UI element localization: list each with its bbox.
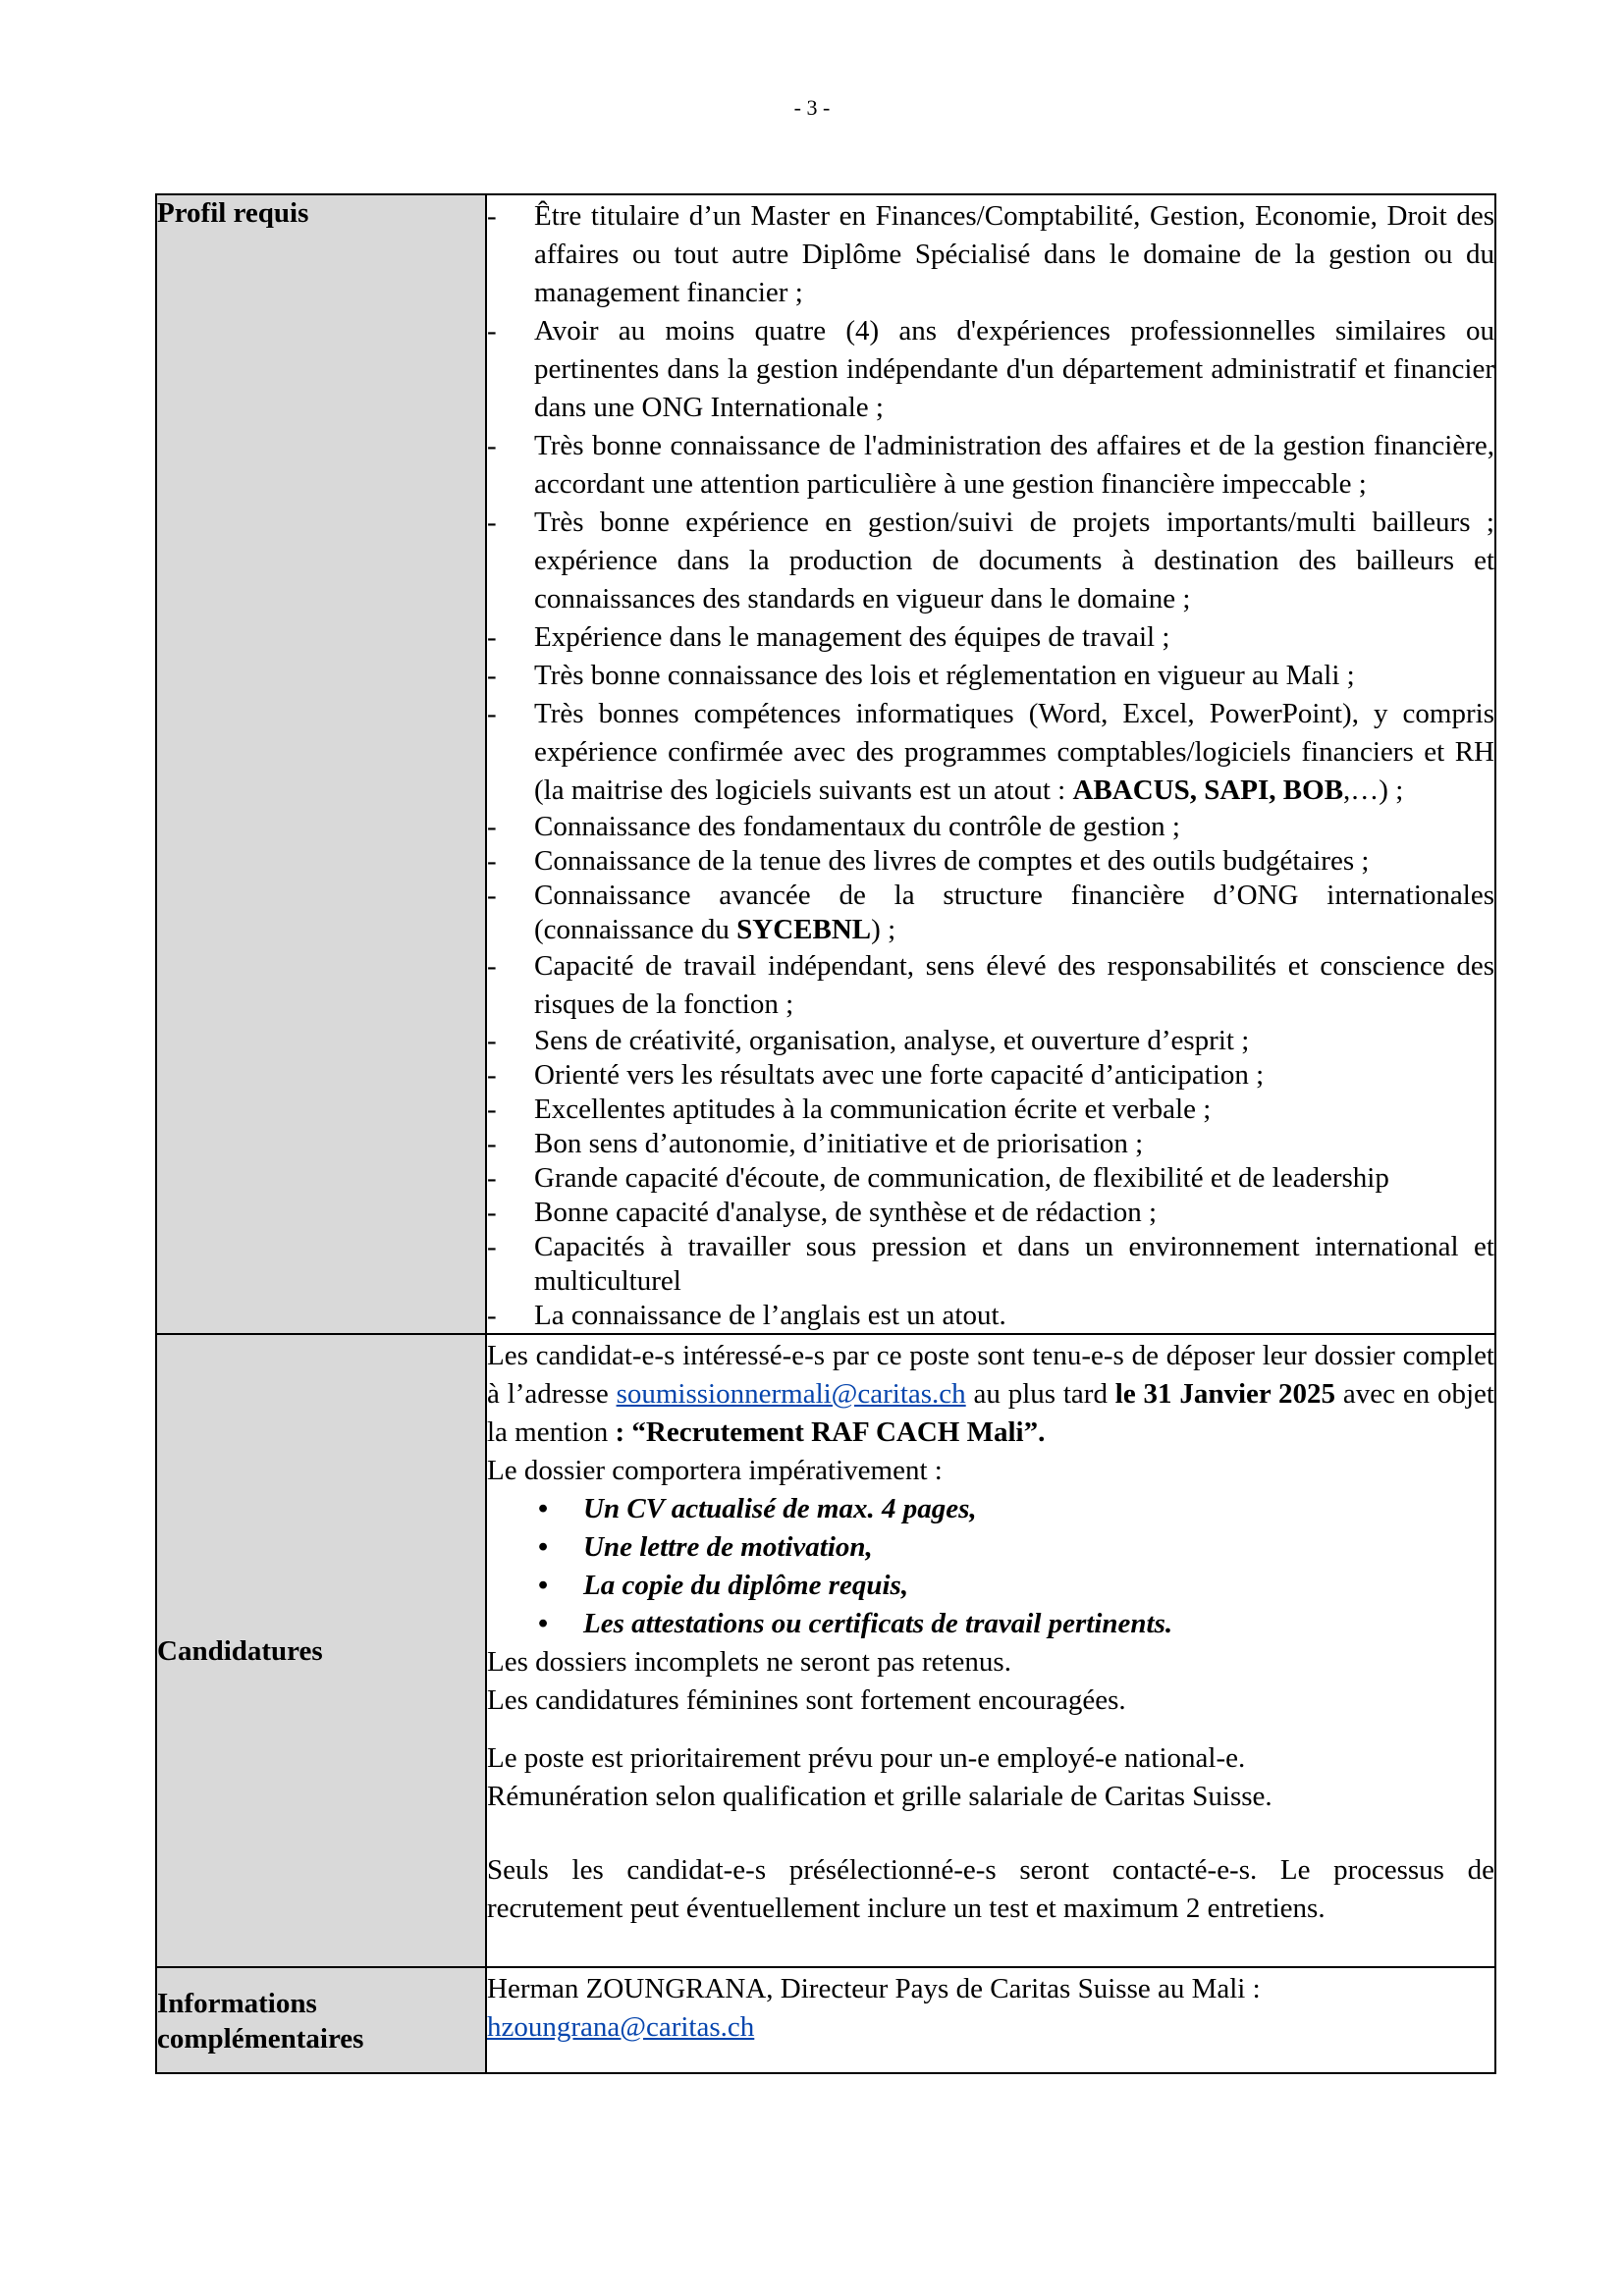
info-label: Informations complémentaires bbox=[156, 1967, 486, 2073]
profile-requirement-item bbox=[487, 197, 1494, 312]
submission-email-link[interactable]: soumissionnermali@caritas.ch bbox=[616, 1378, 966, 1410]
note-national: Le poste est prioritairement prévu pour un-e employé-e national-e. bbox=[487, 1742, 1246, 1774]
profile-requirement-item bbox=[487, 879, 1494, 947]
email-subject: : “Recrutement RAF CACH Mali”. bbox=[615, 1416, 1046, 1448]
required-documents-list bbox=[487, 1490, 1494, 1643]
requirement-text: Connaissance de la tenue des livres de comptes et des outils budgétaires ; bbox=[534, 845, 1370, 877]
note-process: Seuls les candidat-e-s présélectionné-e-s seront contacté-e-s. Le processus de recrutement peut éventuellement inclure un test et maximum 2 entretiens. bbox=[487, 1854, 1494, 1924]
profile-requirement-item bbox=[487, 1127, 1494, 1161]
info-row bbox=[156, 1967, 1495, 2073]
requirement-text: Très bonne connaissance de l'administration des affaires et de la gestion financière, accordant une attention particulière à une gestion financière impeccable ; bbox=[534, 430, 1494, 500]
intro-text-2: au plus tard bbox=[965, 1378, 1115, 1410]
profile-requirement-item bbox=[487, 947, 1494, 1024]
job-details-table bbox=[155, 193, 1496, 2074]
requirement-text: Bonne capacité d'analyse, de synthèse et de rédaction ; bbox=[534, 1197, 1158, 1228]
profile-requirement-item bbox=[487, 427, 1494, 504]
contact-email-link[interactable]: hzoungrana@caritas.ch bbox=[487, 2011, 755, 2043]
intro-text-3: avec en objet la mention bbox=[487, 1378, 1494, 1448]
profile-label: Profil requis bbox=[156, 194, 486, 1334]
requirement-text: ,…) ; bbox=[1343, 774, 1404, 806]
info-content bbox=[486, 1967, 1495, 2073]
profile-requirement-item bbox=[487, 844, 1494, 879]
requirement-text: Capacités à travailler sous pression et dans un environnement international et multiculturel bbox=[534, 1231, 1494, 1297]
requirement-text: Grande capacité d'écoute, de communication, de flexibilité et de leadership bbox=[534, 1162, 1389, 1194]
profile-requirement-item bbox=[487, 1058, 1494, 1093]
requirement-text: Connaissance avancée de la structure financière d’ONG internationales (connaissance du bbox=[534, 880, 1494, 945]
required-document-item: • Les attestations ou certificats de travail pertinents. bbox=[487, 1605, 1494, 1643]
profile-requirement-item bbox=[487, 1196, 1494, 1230]
profile-requirement-item bbox=[487, 1230, 1494, 1299]
intro-text-1: Les candidat-e-s intéressé-e-s par ce poste sont tenu-e-s de déposer leur dossier complet à l’adresse bbox=[487, 1340, 1494, 1410]
applications-intro bbox=[487, 1337, 1494, 1452]
applications-content bbox=[486, 1334, 1495, 1967]
requirement-text: Très bonne expérience en gestion/suivi de projets importants/multi bailleurs ; expérience dans la production de documents à destination des bailleurs et connaissances des standards en vigueur dans le domaine ; bbox=[534, 507, 1494, 614]
note-women: Les candidatures féminines sont fortement encouragées. bbox=[487, 1684, 1126, 1716]
profile-content bbox=[486, 194, 1495, 1334]
profile-requirement-item bbox=[487, 1161, 1494, 1196]
note-incomplete: Les dossiers incomplets ne seront pas retenus. bbox=[487, 1646, 1011, 1678]
requirement-text: Capacité de travail indépendant, sens élevé des responsabilités et conscience des risques de la fonction ; bbox=[534, 950, 1494, 1020]
deadline-date: le 31 Janvier 2025 bbox=[1114, 1378, 1336, 1410]
spacer bbox=[487, 1816, 1494, 1851]
spacer bbox=[487, 1720, 1494, 1739]
requirement-text: Expérience dans le management des équipes de travail ; bbox=[534, 621, 1170, 653]
requirement-text: ) ; bbox=[871, 914, 896, 945]
requirement-text: Sens de créativité, organisation, analyse, et ouverture d’esprit ; bbox=[534, 1025, 1250, 1056]
requirement-emphasis: SYCEBNL bbox=[736, 914, 872, 945]
requirement-text: Avoir au moins quatre (4) ans d'expériences professionnelles similaires ou pertinentes dans la gestion indépendante d'un département administratif et financier dans une ONG Internationale ; bbox=[534, 315, 1494, 423]
applications-row bbox=[156, 1334, 1495, 1967]
dossier-intro: Le dossier comportera impérativement : bbox=[487, 1455, 943, 1486]
required-document-item: • Une lettre de motivation, bbox=[487, 1528, 1494, 1567]
requirement-text: Être titulaire d’un Master en Finances/Comptabilité, Gestion, Economie, Droit des affaires ou tout autre Diplôme Spécialisé dans le domaine de la gestion ou du management financier ; bbox=[534, 200, 1494, 308]
requirement-emphasis: ABACUS, SAPI, BOB bbox=[1072, 774, 1344, 806]
profile-requirement-item bbox=[487, 1024, 1494, 1058]
requirement-text: Connaissance des fondamentaux du contrôle de gestion ; bbox=[534, 811, 1180, 842]
profile-requirement-item bbox=[487, 312, 1494, 427]
required-document-item: • Un CV actualisé de max. 4 pages, bbox=[487, 1490, 1494, 1528]
note-salary: Rémunération selon qualification et grille salariale de Caritas Suisse. bbox=[487, 1781, 1272, 1812]
requirement-text: Bon sens d’autonomie, d’initiative et de priorisation ; bbox=[534, 1128, 1144, 1159]
required-document-item: • La copie du diplôme requis, bbox=[487, 1567, 1494, 1605]
profile-requirement-item bbox=[487, 618, 1494, 657]
profile-row bbox=[156, 194, 1495, 1334]
requirement-text: Excellentes aptitudes à la communication écrite et verbale ; bbox=[534, 1094, 1212, 1125]
contact-person: Herman ZOUNGRANA, Directeur Pays de Caritas Suisse au Mali : bbox=[487, 1973, 1261, 2004]
requirement-text: La connaissance de l’anglais est un atout. bbox=[534, 1300, 1006, 1331]
profile-requirement-item bbox=[487, 504, 1494, 618]
requirement-text: Très bonnes compétences informatiques (Word, Excel, PowerPoint), y compris expérience confirmée avec des programmes comptables/logiciels financiers et RH (la maitrise des logiciels suivants est un atout : bbox=[534, 698, 1494, 806]
profile-requirement-item bbox=[487, 657, 1494, 695]
applications-label: Candidatures bbox=[156, 1334, 486, 1967]
profile-requirement-item bbox=[487, 1299, 1494, 1333]
profile-requirement-item bbox=[487, 1093, 1494, 1127]
requirement-text: Orienté vers les résultats avec une forte capacité d’anticipation ; bbox=[534, 1059, 1265, 1091]
page-number: - 3 - bbox=[793, 95, 831, 120]
profile-requirement-item bbox=[487, 810, 1494, 844]
profile-requirements-list bbox=[487, 197, 1494, 1333]
profile-requirement-item bbox=[487, 695, 1494, 810]
requirement-text: Très bonne connaissance des lois et réglementation en vigueur au Mali ; bbox=[534, 660, 1355, 691]
